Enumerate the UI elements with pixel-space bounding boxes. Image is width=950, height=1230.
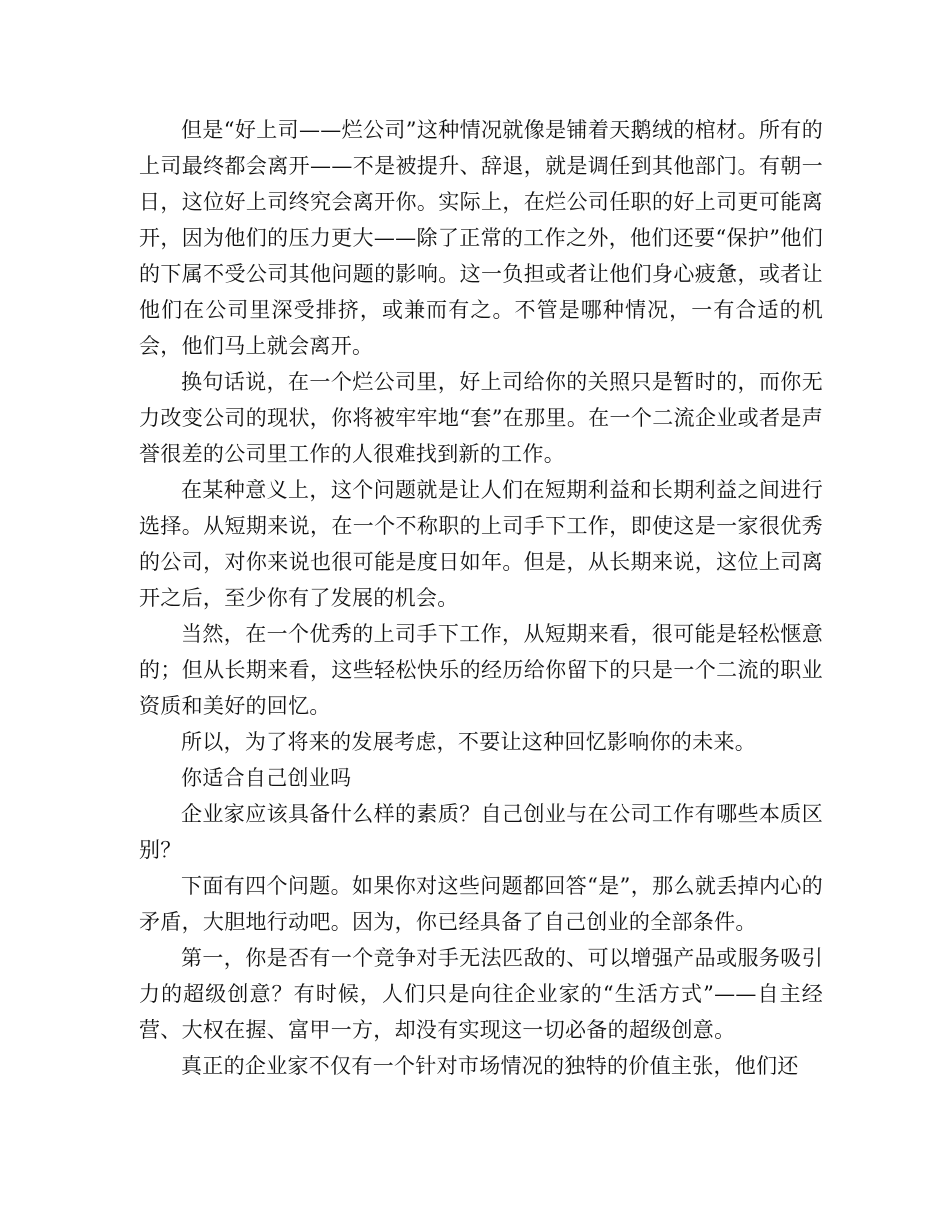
paragraph-4: 当然，在一个优秀的上司手下工作，从短期来看，很可能是轻松惬意的；但从长期来看，这些轻松快乐的经历给你留下的只是一个二流的职业资质和美好的回忆。 xyxy=(139,622,823,718)
section-heading: 你适合自己创业吗 xyxy=(181,766,352,790)
paragraph-5: 所以，为了将来的发展考虑，不要让这种回忆影响你的未来。 xyxy=(181,730,757,754)
body-text xyxy=(139,112,823,1084)
paragraph-6: 企业家应该具备什么样的素质？自己创业与在公司工作有哪些本质区别？ xyxy=(139,802,823,862)
paragraph-2: 换句话说，在一个烂公司里，好上司给你的关照只是暂时的，而你无力改变公司的现状，你将被牢牢地“套”在那里。在一个二流企业或者是声誉很差的公司里工作的人很难找到新的工作。 xyxy=(139,370,823,466)
paragraph-7: 下面有四个问题。如果你对这些问题都回答“是”，那么就丢掉内心的矛盾，大胆地行动吧。因为，你已经具备了自己创业的全部条件。 xyxy=(139,874,823,934)
paragraph-1: 但是“好上司——烂公司”这种情况就像是铺着天鹅绒的棺材。所有的上司最终都会离开——不是被提升、辞退，就是调任到其他部门。有朝一日，这位好上司终究会离开你。实际上，在烂公司任职的好上司更可能离开，因为他们的压力更大——除了正常的工作之外，他们还要“保护”他们的下属不受公司其他问题的影响。这一负担或者让他们身心疲惫，或者让他们在公司里深受排挤，或兼而有之。不管是哪种情况，一有合适的机会，他们马上就会离开。 xyxy=(139,118,823,358)
paragraph-3: 在某种意义上，这个问题就是让人们在短期利益和长期利益之间进行选择。从短期来说，在一个不称职的上司手下工作，即使这是一家很优秀的公司，对你来说也很可能是度日如年。但是，从长期来说，这位上司离开之后，至少你有了发展的机会。 xyxy=(139,478,823,610)
paragraph-8: 第一，你是否有一个竞争对手无法匹敌的、可以增强产品或服务吸引力的超级创意？有时候，人们只是向往企业家的“生活方式”——自主经营、大权在握、富甲一方，却没有实现这一切必备的超级创意。 xyxy=(139,946,823,1042)
paragraph-9: 真正的企业家不仅有一个针对市场情况的独特的价值主张，他们还 xyxy=(181,1054,799,1078)
